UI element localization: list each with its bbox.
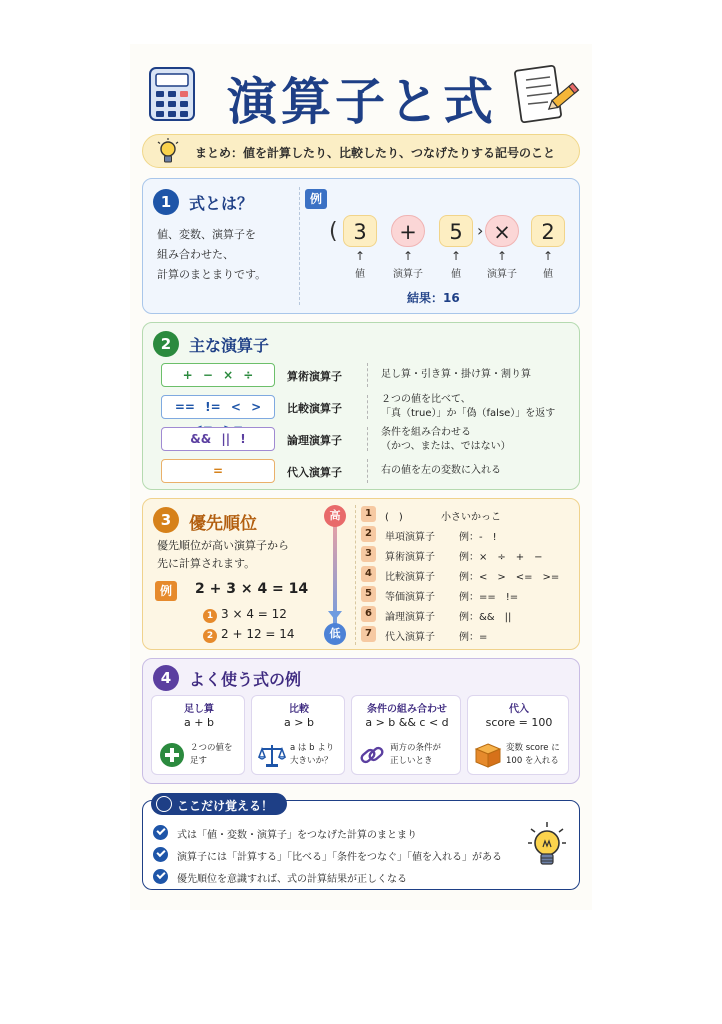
up-arrow-icon: ↑: [450, 249, 462, 263]
priority-row: [361, 565, 577, 583]
summary-text: まとめ：値を計算したり、比較したり、つなげたりする記号のこと: [195, 146, 556, 160]
desc-line: 変数 score に: [506, 743, 560, 753]
remember-item: [153, 825, 523, 841]
token-label: 値: [355, 269, 365, 280]
section-title: 式とは？: [189, 194, 254, 213]
section-description: [157, 225, 297, 285]
priority-example: 例：=: [459, 632, 488, 643]
divider: [355, 505, 356, 645]
box-icon: [474, 742, 502, 768]
check-circle-icon: [156, 796, 172, 812]
operator-symbols: && || !: [161, 427, 275, 451]
open-paren: (: [329, 219, 338, 244]
desc-line: a は b より: [290, 743, 335, 753]
token-value: 5: [439, 215, 473, 247]
title-row: [140, 58, 584, 131]
section-title: よく使う式の例: [189, 670, 302, 689]
priority-rank: 6: [361, 606, 376, 622]
example-card: [151, 695, 245, 775]
section-number: 4: [153, 665, 179, 691]
desc-line: 計算のまとまりです。: [157, 268, 267, 281]
desc-line: （かつ、または、ではない）: [381, 441, 511, 452]
section-main-operators: [142, 322, 580, 490]
check-icon: [153, 847, 168, 862]
result-text: 結果：16: [407, 291, 460, 305]
step-number: 1: [203, 609, 217, 623]
desc-line: 大きいか？: [290, 756, 333, 766]
remember-item: [153, 869, 523, 885]
remember-text: 演算子には「計算する」「比べる」「条件をつなぐ」「値を入れる」がある: [177, 852, 502, 863]
priority-example: 例：== !=: [459, 592, 519, 603]
token-operator: ×: [485, 215, 519, 247]
section-number: 1: [153, 189, 179, 215]
remember-item: [153, 847, 523, 863]
section-title: 主な演算子: [189, 336, 270, 355]
desc-line: ２つの値を比べて、: [381, 394, 471, 405]
priority-example: 小さいかっこ: [441, 512, 501, 523]
token-value: 2: [531, 215, 565, 247]
desc-line: 100 を入れる: [506, 756, 559, 766]
priority-name: 等価演算子: [385, 592, 435, 603]
operator-symbols: == != < >: [161, 395, 275, 419]
section-number: 3: [153, 507, 179, 533]
example-description: [506, 742, 568, 768]
priority-name: 単項演算子: [385, 532, 435, 543]
desc-line: ２つの値を: [190, 743, 233, 753]
example-tag: 例: [155, 581, 177, 601]
example-description: [290, 742, 344, 768]
section-number: 2: [153, 331, 179, 357]
chain-link-icon: [358, 742, 386, 768]
operator-name: 比較演算子: [287, 402, 342, 415]
remember-text: 式は「値・変数・演算子」をつなげた計算のまとまり: [177, 830, 417, 841]
desc-line: 条件を組み合わせる: [381, 427, 471, 438]
example-description: [190, 742, 244, 768]
priority-name: 代入演算子: [385, 632, 435, 643]
priority-row: [361, 605, 577, 623]
up-arrow-icon: ↑: [354, 249, 366, 263]
example-code: a + b: [184, 716, 214, 729]
desc-line: 組み合わせた、: [157, 248, 234, 261]
remember-title: ここだけ覚える！: [177, 799, 274, 813]
check-icon: [153, 825, 168, 840]
operator-name: 論理演算子: [287, 434, 342, 447]
operator-symbols: =: [161, 459, 275, 483]
step-text: 3 × 4 = 12: [221, 607, 287, 621]
example-card: [251, 695, 345, 775]
priority-row: [361, 525, 577, 543]
section-description: [157, 537, 317, 573]
desc-line: 値、変数、演算子を: [157, 228, 256, 241]
token-label: 値: [451, 269, 461, 280]
example-card: [351, 695, 461, 775]
desc-line: 「真（true）」か「偽（false）」を返す: [381, 408, 556, 419]
priority-rank: 4: [361, 566, 376, 582]
token-operator: +: [391, 215, 425, 247]
operator-description: [381, 393, 577, 421]
section-precedence: [142, 498, 580, 650]
down-arrow-icon: [328, 611, 342, 620]
priority-name: ( ): [385, 512, 403, 523]
remember-box: [142, 800, 580, 890]
priority-name: 論理演算子: [385, 612, 435, 623]
light-bulb-icon: [527, 821, 567, 873]
priority-example: 例：< > <= >=: [459, 572, 560, 583]
divider: [367, 395, 368, 419]
priority-name: 算術演算子: [385, 552, 435, 563]
example-heading: 比較: [289, 704, 309, 715]
desc-line: 足し算・引き算・掛け算・割り算: [381, 369, 531, 380]
plus-circle-icon: [158, 742, 186, 768]
up-arrow-icon: ↑: [496, 249, 508, 263]
token-label: 演算子: [487, 269, 517, 280]
priority-example: 例：&& ||: [459, 612, 512, 623]
priority-rank: 7: [361, 626, 376, 642]
up-arrow-icon: ↑: [402, 249, 414, 263]
priority-row: [361, 545, 577, 563]
token-value: 3: [343, 215, 377, 247]
example-expression: 2 + 3 × 4 = 14: [195, 581, 309, 597]
example-code: a > b: [284, 716, 314, 729]
example-heading: 足し算: [184, 704, 214, 715]
check-icon: [153, 869, 168, 884]
balance-scale-icon: [258, 742, 286, 768]
desc-line: 優先順位が高い演算子から: [157, 539, 289, 552]
light-bulb-icon: [155, 138, 181, 166]
up-arrow-icon: ↑: [542, 249, 554, 263]
operator-description: [381, 426, 577, 454]
divider: [367, 363, 368, 387]
example-tag: 例: [305, 189, 327, 209]
priority-row: [361, 585, 577, 603]
operator-name: 代入演算子: [287, 466, 342, 479]
priority-rank: 3: [361, 546, 376, 562]
divider: [367, 459, 368, 483]
priority-high-badge: 高: [324, 505, 346, 527]
example-heading: 条件の組み合わせ: [367, 704, 447, 715]
desc-line: 右の値を左の変数に入れる: [381, 465, 501, 476]
operator-name: 算術演算子: [287, 370, 342, 383]
priority-name: 比較演算子: [385, 572, 435, 583]
operator-description: [381, 368, 577, 382]
example-description: [390, 742, 456, 768]
priority-example: 例：× ÷ + −: [459, 552, 543, 563]
example-heading: 代入: [509, 704, 529, 715]
priority-row: [361, 625, 577, 643]
desc-line: 足す: [190, 756, 208, 766]
page-title: 演算子と式: [227, 73, 497, 131]
summary-banner: [142, 134, 580, 168]
token-label: 演算子: [393, 269, 423, 280]
memo-pencil-icon: [514, 64, 580, 126]
priority-rank: 1: [361, 506, 376, 522]
priority-example: 例：- !: [459, 532, 497, 543]
desc-line: 正しいとき: [390, 756, 433, 766]
section-common-expressions: [142, 658, 580, 784]
example-code: a > b && c < d: [365, 716, 449, 729]
section-expression: [142, 178, 580, 314]
operator-symbols: + − × ÷: [161, 363, 275, 387]
step-number: 2: [203, 629, 217, 643]
step-text: 2 + 12 = 14: [221, 627, 295, 641]
priority-rank: 2: [361, 526, 376, 542]
remember-text: 優先順位を意識すれば、式の計算結果が正しくなる: [177, 874, 407, 885]
section-title: 優先順位: [189, 514, 257, 534]
divider: [299, 187, 300, 305]
example-code: score = 100: [485, 716, 553, 729]
example-card: [467, 695, 569, 775]
desc-line: 両方の条件が: [390, 743, 442, 753]
remember-tab: [151, 793, 287, 815]
token-label: 値: [543, 269, 553, 280]
arrow-glyph: ›: [477, 221, 484, 240]
priority-low-badge: 低: [324, 623, 346, 645]
desc-line: 先に計算されます。: [157, 557, 256, 570]
operator-description: [381, 464, 577, 478]
divider: [367, 427, 368, 451]
priority-rank: 5: [361, 586, 376, 602]
priority-row: [361, 505, 577, 523]
